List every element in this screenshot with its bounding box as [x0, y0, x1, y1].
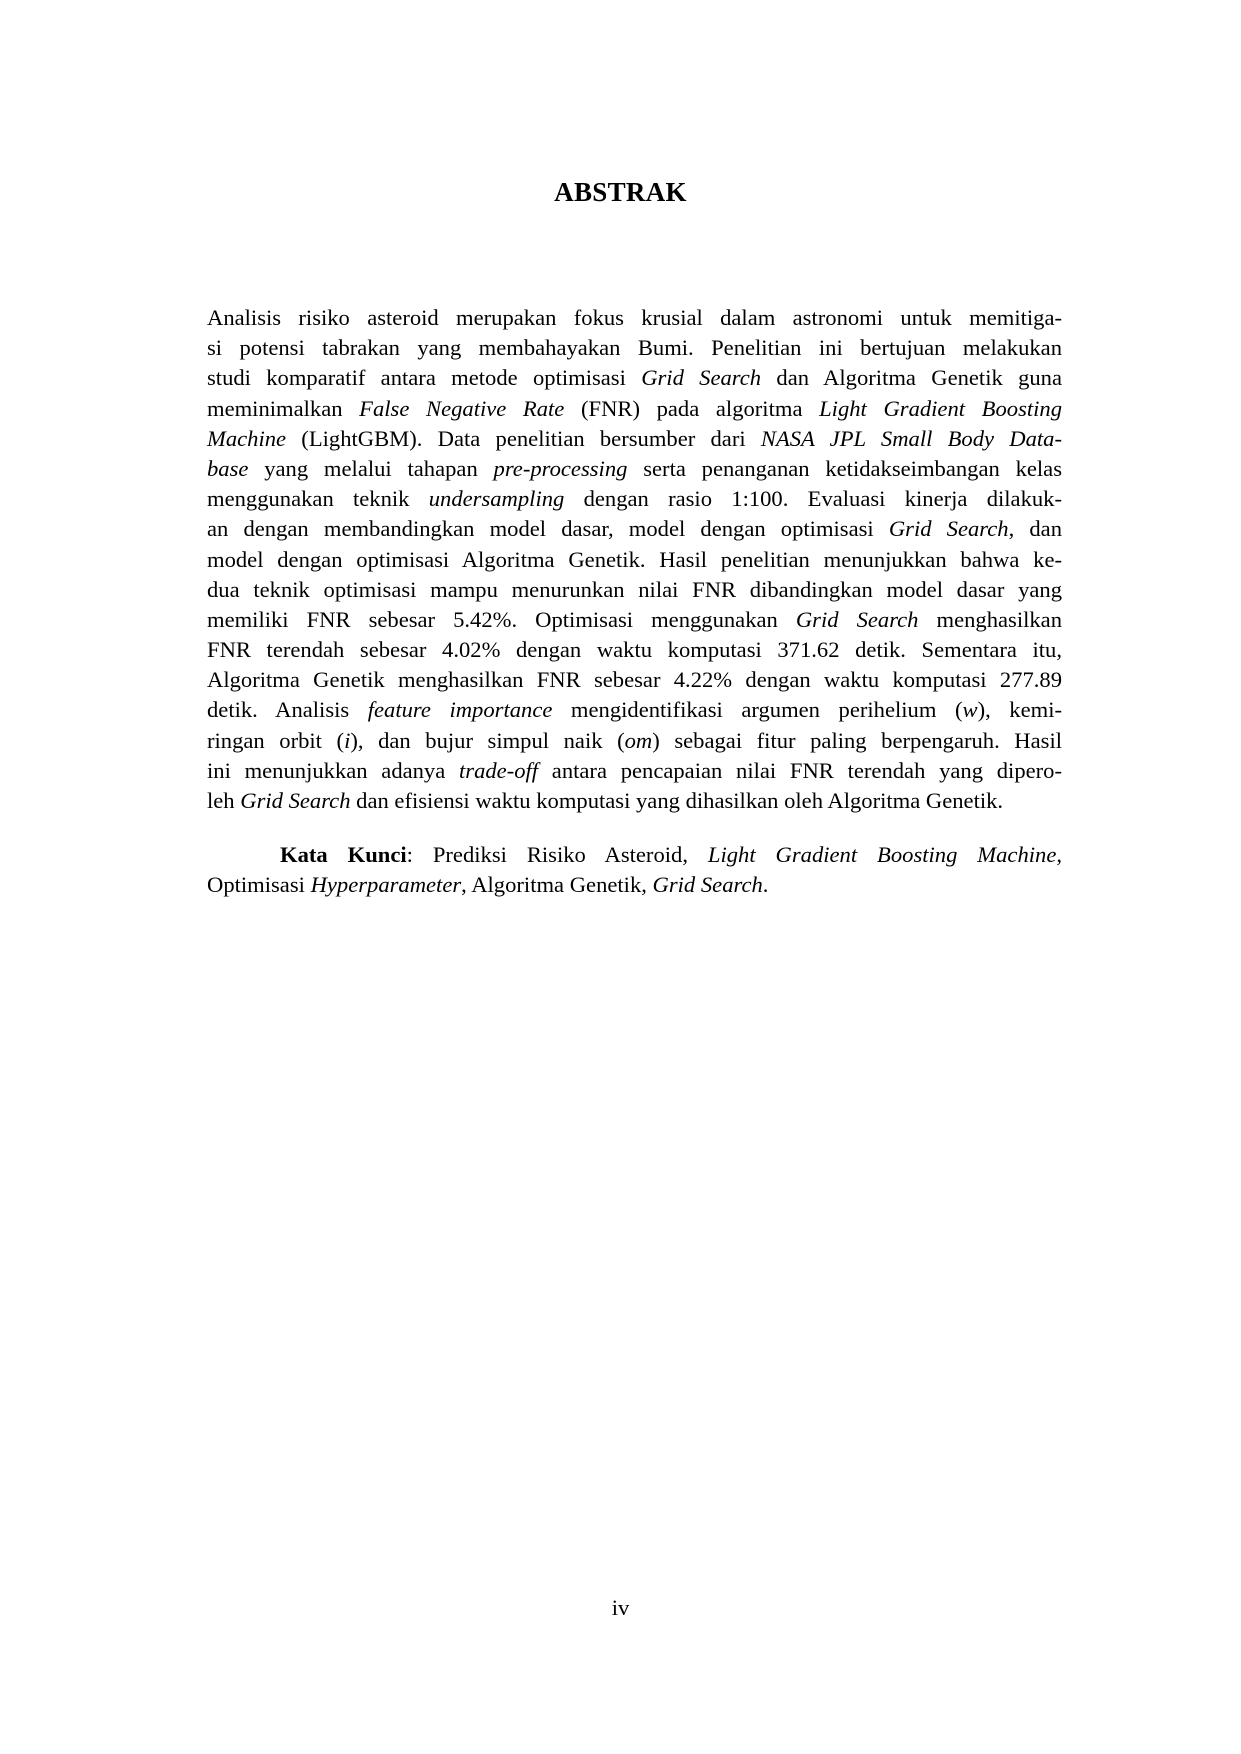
- page-title: ABSTRAK: [554, 177, 687, 207]
- text-run: Analisis risiko asteroid merupakan fokus krusial dalam astronomi untuk memitiga-: [207, 305, 1062, 330]
- abstract-line: [207, 726, 1062, 756]
- italic-term: False Negative Rate: [359, 395, 565, 421]
- abstract-line: [207, 575, 1062, 605]
- text-run: (LightGBM). Data penelitian bersumber dari: [286, 425, 761, 451]
- text-run: detik. Analisis: [207, 697, 368, 723]
- text-run: , Algoritma Genetik,: [461, 872, 653, 898]
- abstract-line: [207, 605, 1062, 635]
- italic-term: Light Gradient Boosting Machine: [707, 842, 1057, 867]
- text-run: Algoritma Genetik menghasilkan FNR sebesar 4.22% dengan waktu komputasi 277.89: [207, 667, 1062, 693]
- text-run: meminimalkan: [207, 395, 360, 421]
- text-run: .: [762, 872, 769, 898]
- abstract-paragraph: [207, 303, 1062, 816]
- italic-term: Grid Search: [888, 516, 1009, 542]
- text-run: (FNR) pada algoritma: [564, 395, 820, 421]
- keywords-line: [207, 840, 1062, 870]
- text-run: studi komparatif antara metode optimisasi: [207, 365, 642, 391]
- abstract-line: [207, 394, 1062, 424]
- text-run: serta penanganan ketidakseimbangan kelas: [627, 455, 1062, 481]
- abstract-line: [207, 756, 1062, 786]
- italic-term: Grid Search: [652, 872, 763, 898]
- text-run: memiliki FNR sebesar 5.42%. Optimisasi menggunakan: [207, 606, 796, 632]
- text-run: menghasilkan: [918, 606, 1063, 632]
- italic-term: feature importance: [367, 697, 553, 723]
- italic-term: Hyperparameter: [310, 872, 462, 898]
- italic-term: trade-off: [459, 757, 539, 783]
- text-run: ), kemi-: [977, 697, 1062, 723]
- italic-term: Light Gradient Boosting: [819, 395, 1063, 421]
- abstract-line: [207, 303, 1062, 333]
- abstract-line: [207, 484, 1062, 514]
- page-number: iv: [611, 1595, 630, 1620]
- italic-term: om: [624, 727, 653, 753]
- text-run: model dengan optimisasi Algoritma Genetik. Hasil penelitian menunjukkan bahwa ke-: [207, 546, 1062, 572]
- text-run: ) sebagai fitur paling berpengaruh. Hasil: [652, 727, 1062, 753]
- abstract-line: [207, 514, 1062, 544]
- text-run: mengidentifikasi argumen perihelium (: [552, 697, 963, 723]
- text-run: ), dan bujur simpul naik (: [350, 727, 625, 753]
- text-run: ringan orbit (: [207, 727, 345, 753]
- text-run: dengan rasio 1:100. Evaluasi kinerja dilakuk-: [564, 486, 1062, 512]
- italic-term: NASA JPL Small Body Data-: [760, 425, 1063, 451]
- italic-term: pre-processing: [493, 455, 628, 481]
- italic-term: w: [962, 697, 978, 723]
- text-run: dan efisiensi waktu komputasi yang dihasilkan oleh Algoritma Genetik.: [350, 788, 1004, 813]
- abstract-line: [207, 363, 1062, 393]
- text-run: leh: [207, 788, 241, 813]
- italic-term: Grid Search: [240, 788, 351, 813]
- abstract-line: [207, 786, 1062, 816]
- text-run: menggunakan teknik: [207, 486, 429, 512]
- italic-term: base: [207, 455, 249, 481]
- text-run: si potensi tabrakan yang membahayakan Bumi. Penelitian ini bertujuan melakukan: [207, 335, 1062, 361]
- italic-term: undersampling: [428, 486, 565, 512]
- text-run: ,: [1056, 842, 1063, 867]
- text-run: FNR terendah sebesar 4.02% dengan waktu komputasi 371.62 detik. Sementara itu,: [207, 637, 1062, 663]
- text-run: antara pencapaian nilai FNR terendah yang dipero-: [538, 757, 1062, 783]
- text-run: Optimisasi: [207, 872, 311, 898]
- abstract-line: [207, 695, 1062, 725]
- abstract-line: [207, 454, 1062, 484]
- text-run: an dengan membandingkan model dasar, model dengan optimisasi: [207, 516, 889, 542]
- abstract-line: [207, 545, 1062, 575]
- abstract-line: [207, 635, 1062, 665]
- italic-term: Grid Search: [795, 606, 919, 632]
- keywords-label: Kata Kunci: [280, 842, 407, 867]
- text-run: ini menunjukkan adanya: [207, 757, 459, 783]
- keywords-line: [207, 870, 1062, 900]
- text-run: , dan: [1008, 516, 1062, 542]
- text-run: dan Algoritma Genetik guna: [761, 365, 1063, 391]
- italic-term: Grid Search: [641, 365, 762, 391]
- italic-term: Machine: [207, 425, 287, 451]
- italic-term: i: [344, 727, 351, 753]
- abstract-line: [207, 333, 1062, 363]
- text-run: : Prediksi Risiko Asteroid,: [406, 842, 708, 867]
- keywords-paragraph: [207, 840, 1062, 900]
- text-run: yang melalui tahapan: [248, 455, 494, 481]
- abstract-line: [207, 665, 1062, 695]
- text-run: dua teknik optimisasi mampu menurunkan nilai FNR dibandingkan model dasar yang: [207, 576, 1062, 602]
- abstract-line: [207, 424, 1062, 454]
